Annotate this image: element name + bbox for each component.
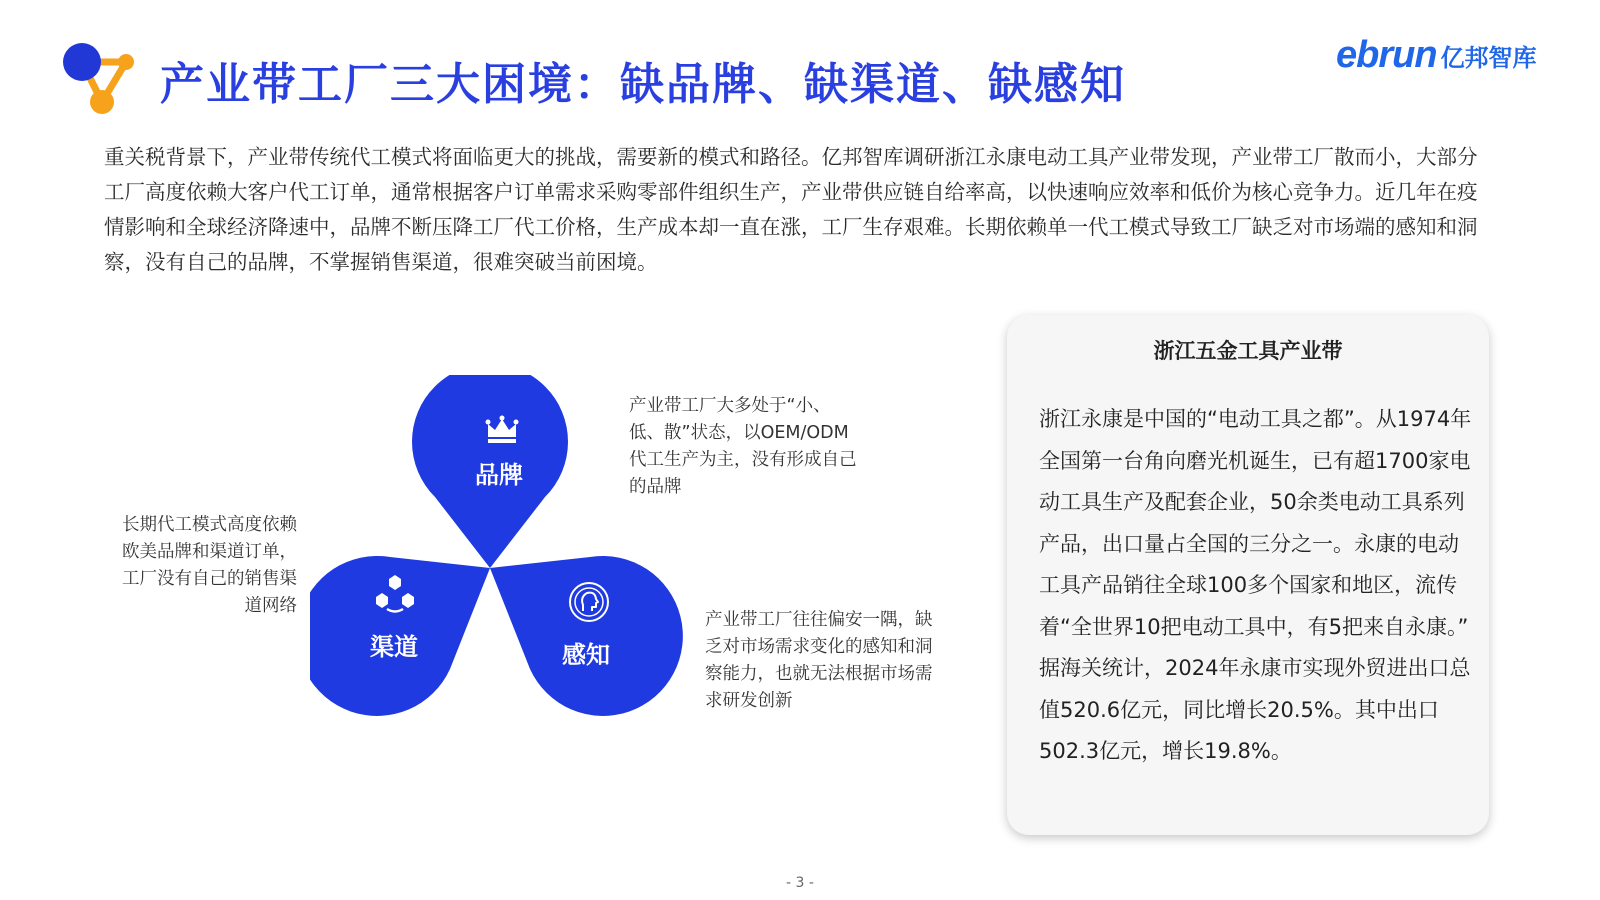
channel-description: 长期代工模式高度依赖欧美品牌和渠道订单，工厂没有自己的销售渠道网络	[122, 515, 297, 616]
page-title: 产业带工厂三大困境：缺品牌、缺渠道、缺感知	[160, 59, 1126, 110]
card-paragraph-2: 据海关统计，2024年永康市实现外贸进出口总值520.6亿元，同比增长20.5%。其中出口502.3亿元，增长19.8%。	[1039, 656, 1471, 763]
network-icon	[374, 573, 416, 613]
petal-label-channel: 渠道	[370, 633, 418, 661]
head-icon	[568, 581, 610, 623]
petal-label-perception: 感知	[562, 641, 610, 669]
card-text	[1039, 399, 1475, 773]
petal-label-brand: 品牌	[475, 461, 523, 489]
crown-icon	[485, 415, 519, 445]
intro-paragraph: 重关税背景下，产业带传统代工模式将面临更大的挑战，需要新的模式和路径。亿邦智库调研浙江永康电动工具产业带发现，产业带工厂散而小，大部分工厂高度依赖大客户代工订单，通常根据客户订单需求采购零部件组织生产，产业带供应链自给率高，以快速响应效率和低价为核心竞争力。近几年在疫情影响和全球经济降速中，品牌不断压降工厂代工价格，生产成本却一直在涨，工厂生存艰难。长期依赖单一代工模式导致工厂缺乏对市场端的感知和洞察，没有自己的品牌，不掌握销售渠道，很难突破当前困境。	[104, 145, 1478, 274]
brand-logo	[1336, 34, 1537, 77]
perception-description: 产业带工厂往往偏安一隅，缺乏对市场需求变化的感知和洞察能力，也就无法根据市场需求研发创新	[705, 610, 933, 711]
card-title: 浙江五金工具产业带	[1153, 339, 1343, 363]
page-number: - 3 -	[786, 875, 814, 891]
info-card	[1007, 315, 1489, 835]
brand-description: 产业带工厂大多处于“小、低、散”状态，以OEM/ODM代工生产为主，没有形成自己的品牌	[629, 396, 857, 497]
card-paragraph-1: 浙江永康是中国的“电动工具之都”。从1974年全国第一台角向磨光机诞生，已有超1700家电动工具生产及配套企业，50余类电动工具系列产品，出口量占全国的三分之一。永康的电动工具产品销往全球100多个国家和地区，流传着“全世界10把电动工具中，有5把来自永康。”	[1039, 407, 1472, 639]
logo-mark-icon	[62, 40, 142, 120]
brand-logo-cn: 亿邦智库	[1440, 44, 1537, 72]
brand-logo-en: ebrun	[1336, 34, 1437, 76]
